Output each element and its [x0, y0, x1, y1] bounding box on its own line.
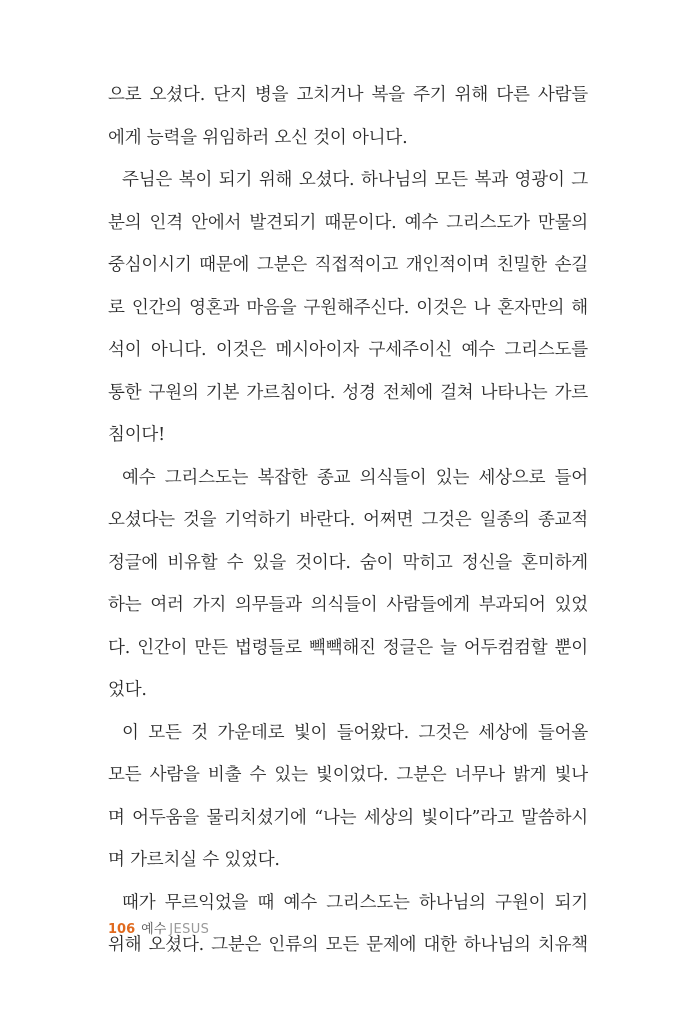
body-text: [108, 74, 588, 967]
running-title: 예수: [141, 922, 167, 937]
text-line: 때가 무르익었을 때 예수 그리스도는 하나님의 구원이 되기: [122, 892, 588, 913]
text-line: 며 어두움을 물리치셨기에 “나는 세상의 빛이다”라고 말씀하시: [108, 807, 588, 828]
text-line: 이 모든 것 가운데로 빛이 들어왔다. 그것은 세상에 들어올: [122, 722, 588, 743]
page-number: 106: [108, 922, 136, 937]
text-line: 었다.: [108, 680, 147, 700]
text-line: 으로 오셨다. 단지 병을 고치거나 복을 주기 위해 다른 사람들: [108, 85, 588, 105]
text-line: 중심이시기 때문에 그분은 직접적이고 개인적이며 친밀한 손길: [108, 255, 588, 275]
text-line: 통한 구원의 기본 가르침이다. 성경 전체에 걸쳐 나타나는 가르: [108, 382, 588, 403]
text-line: 침이다!: [108, 425, 165, 445]
text-line: 며 가르치실 수 있었다.: [108, 850, 280, 870]
text-line: 모든 사람을 비출 수 있는 빛이었다. 그분은 너무나 밝게 빛나: [108, 765, 588, 785]
text-line: 하는 여러 가지 의무들과 의식들이 사람들에게 부과되어 있었: [108, 595, 588, 615]
text-line: 예수 그리스도는 복잡한 종교 의식들이 있는 세상으로 들어: [122, 467, 588, 488]
text-line: 에게 능력을 위임하러 오신 것이 아니다.: [108, 127, 408, 148]
text-line: 로 인간의 영혼과 마음을 구원해주신다. 이것은 나 혼자만의 해: [108, 297, 588, 318]
text-line: 주님은 복이 되기 위해 오셨다. 하나님의 모든 복과 영광이 그: [122, 170, 588, 190]
text-line: 분의 인격 안에서 발견되기 때문이다. 예수 그리스도가 만물의: [108, 212, 588, 233]
text-line: 정글에 비유할 수 있을 것이다. 숨이 막히고 정신을 혼미하게: [108, 552, 588, 573]
text-line: 다. 인간이 만든 법령들로 빽빽해진 정글은 늘 어두컴컴할 뿐이: [108, 637, 588, 658]
running-title-english: JESUS: [169, 922, 210, 937]
text-line: 위해 오셨다. 그분은 인류의 모든 문제에 대한 하나님의 치유책: [108, 935, 588, 955]
page-footer: [108, 918, 209, 937]
text-line: 석이 아니다. 이것은 메시아이자 구세주이신 예수 그리스도를: [108, 340, 588, 360]
text-line: 오셨다는 것을 기억하기 바란다. 어쩌면 그것은 일종의 종교적: [108, 510, 588, 530]
